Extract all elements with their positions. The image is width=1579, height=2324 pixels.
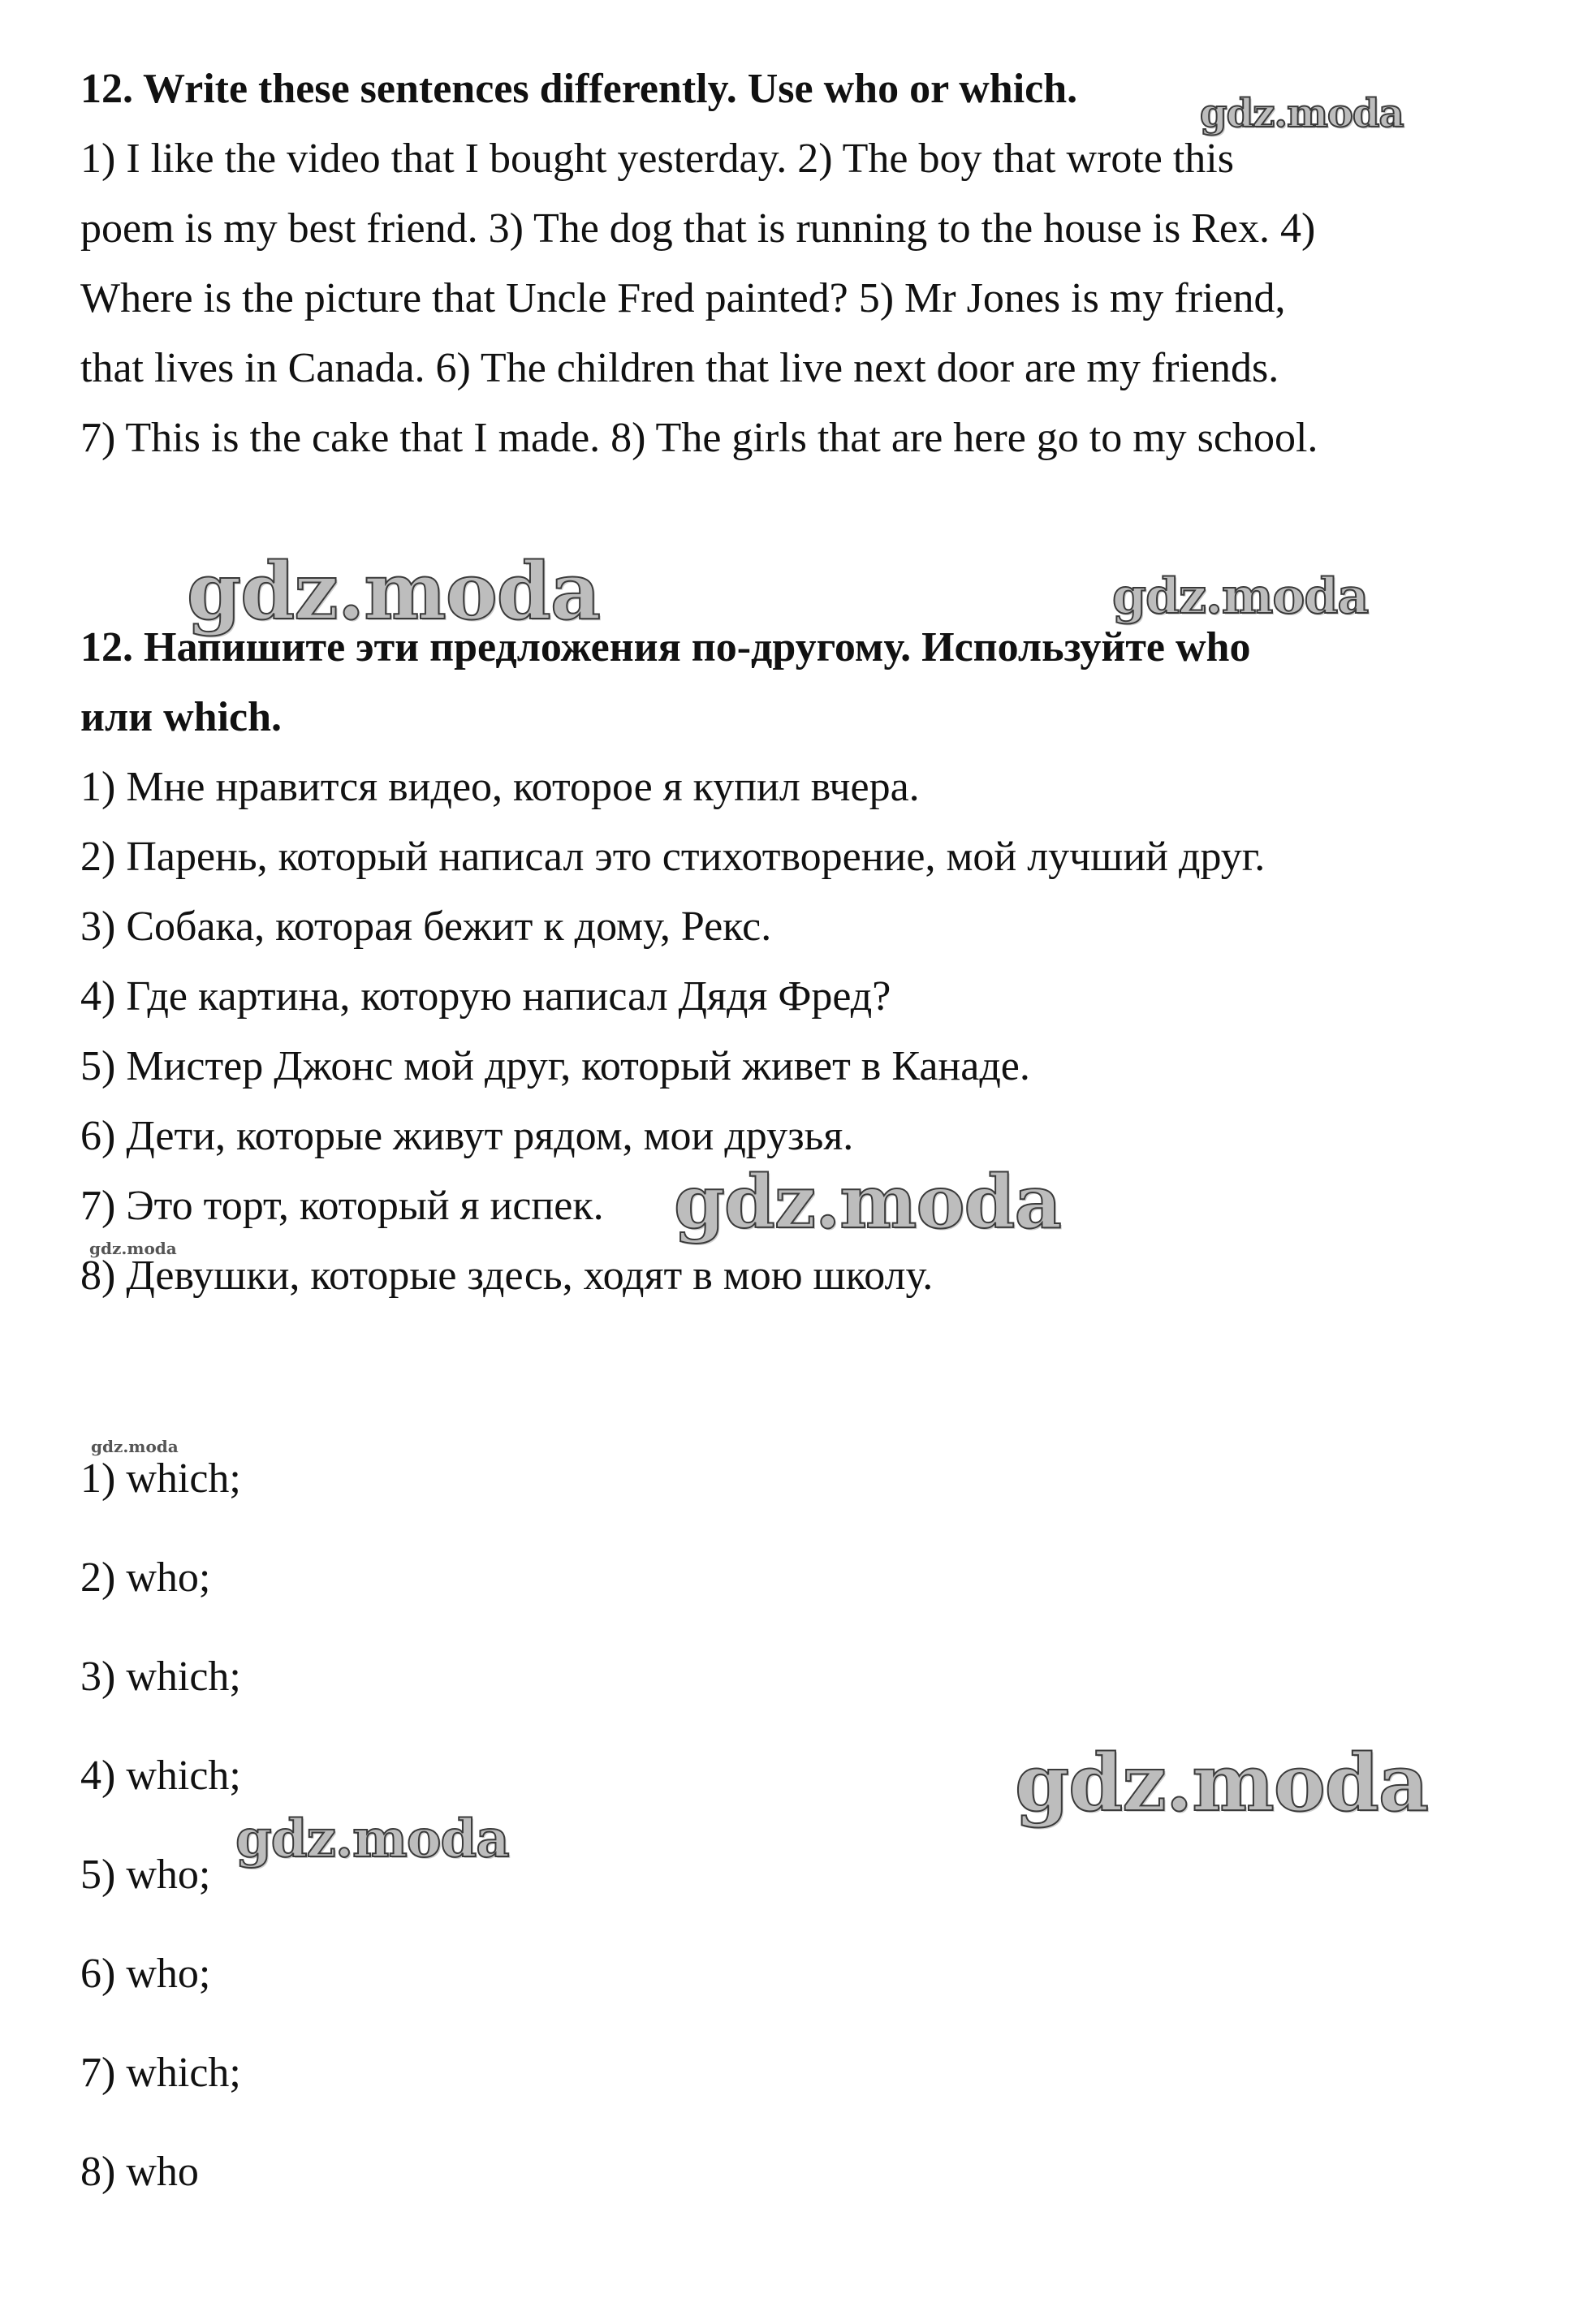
russian-sentence: 6) Дети, которые живут рядом, мои друзья. [80, 1113, 854, 1159]
answer-item: 3) which; [80, 1654, 241, 1700]
watermark-logo: gdz.moda [674, 1159, 1061, 1245]
russian-sentence: 7) Это торт, который я испек. [80, 1183, 604, 1229]
russian-task-heading: или which. [80, 694, 283, 740]
answer-item: 8) who [80, 2149, 199, 2195]
english-task-heading: 12. Write these sentences differently. Use who or which. [80, 66, 1078, 112]
answer-item: 1) which; [80, 1455, 241, 1502]
answer-item: 6) who; [80, 1951, 211, 1997]
answer-item: 5) who; [80, 1852, 211, 1898]
russian-sentence: 2) Парень, который написал это стихотворение, мой лучший друг. [80, 834, 1266, 880]
watermark-logo: gdz.moda [1015, 1737, 1429, 1829]
watermark-small: gdz.moda [91, 1437, 179, 1456]
russian-sentence: 4) Где картина, которую написал Дядя Фред? [80, 973, 891, 1020]
english-task-line: that lives in Canada. 6) The children that live next door are my friends. [80, 345, 1279, 391]
english-task-line: Where is the picture that Uncle Fred painted? 5) Mr Jones is my friend, [80, 275, 1286, 321]
russian-task-heading: 12. Напишите эти предложения по-другому. Используйте who [80, 624, 1251, 670]
answer-item: 7) which; [80, 2050, 241, 2096]
english-task-line: poem is my best friend. 3) The dog that is running to the house is Rex. 4) [80, 205, 1316, 252]
watermark-logo: gdz.moda [235, 1809, 509, 1869]
watermark-logo: gdz.moda [1112, 568, 1369, 625]
russian-sentence: 1) Мне нравится видео, которое я купил вчера. [80, 764, 920, 810]
russian-sentence: 8) Девушки, которые здесь, ходят в мою школу. [80, 1253, 934, 1299]
answer-item: 4) which; [80, 1753, 241, 1799]
answer-item: 2) who; [80, 1554, 211, 1601]
russian-sentence: 3) Собака, которая бежит к дому, Рекс. [80, 903, 772, 950]
english-task-line: 1) I like the video that I bought yesterday. 2) The boy that wrote this [80, 136, 1234, 182]
russian-sentence: 5) Мистер Джонс мой друг, который живет в Канаде. [80, 1043, 1030, 1089]
english-task-line: 7) This is the cake that I made. 8) The girls that are here go to my school. [80, 415, 1318, 461]
watermark-logo: gdz.moda [1200, 91, 1404, 136]
watermark-logo: gdz.moda [187, 545, 601, 637]
watermark-small: gdz.moda [89, 1239, 177, 1258]
